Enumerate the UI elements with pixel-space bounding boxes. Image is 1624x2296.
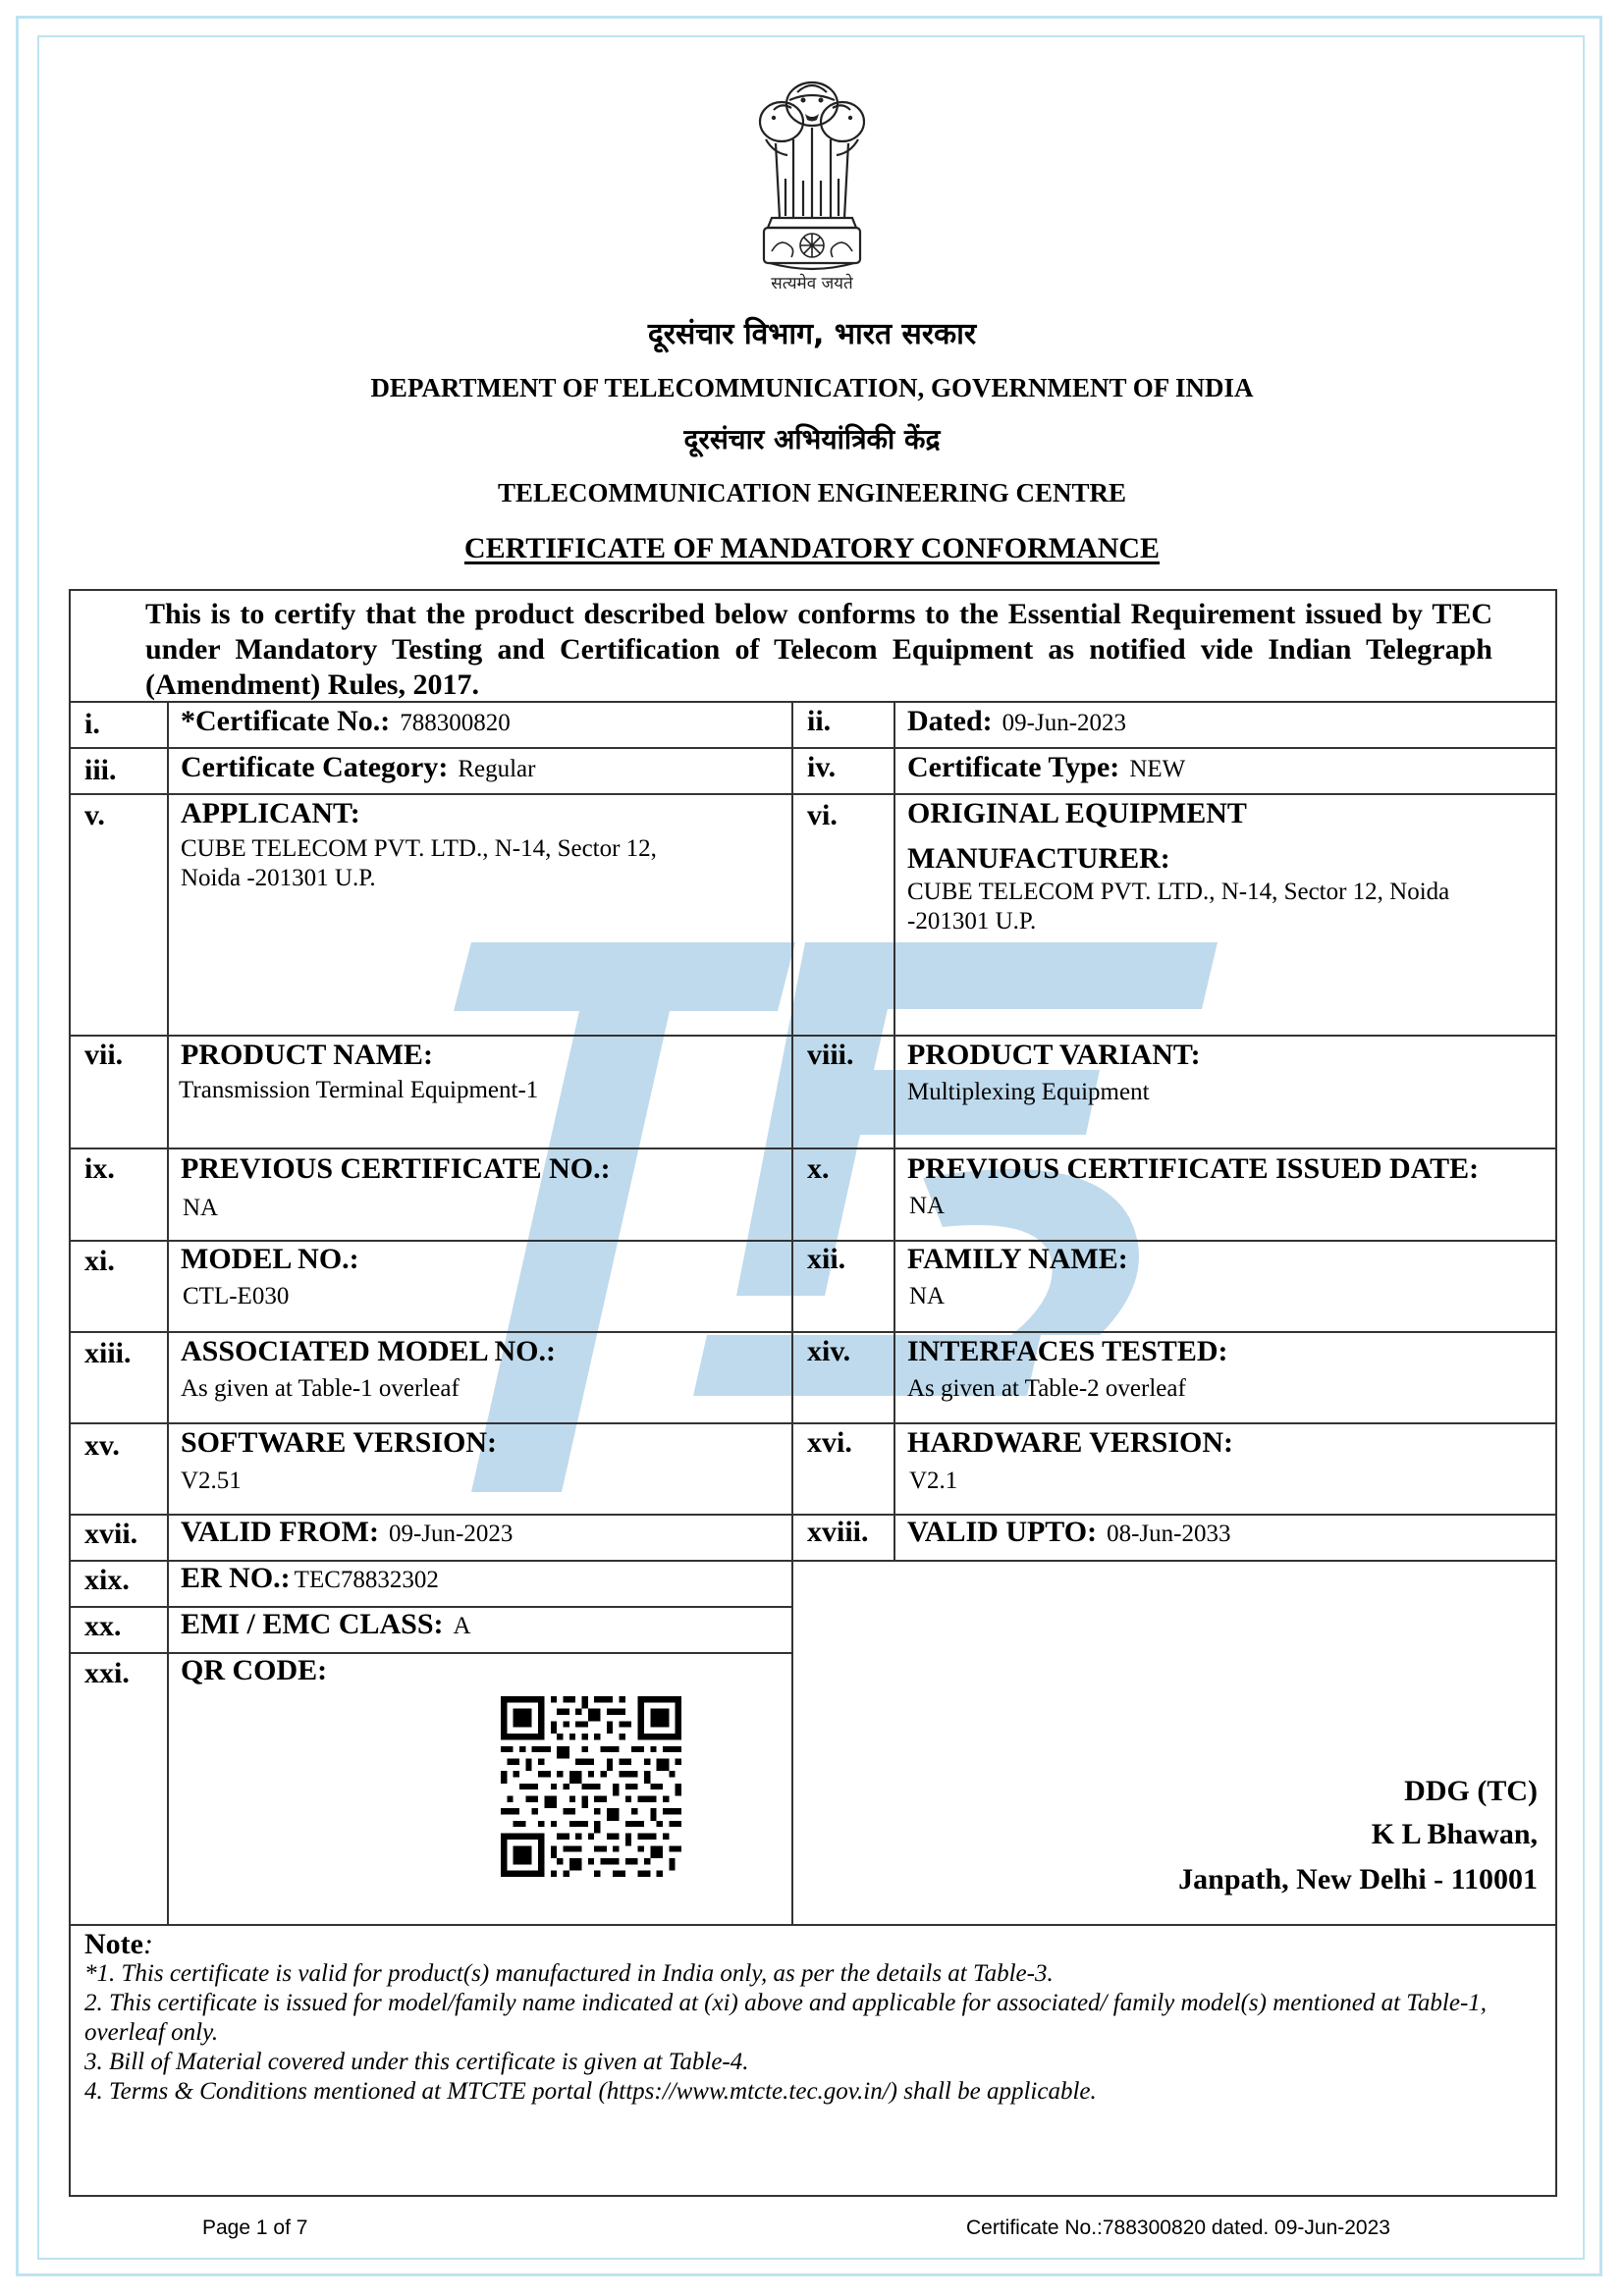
certification-statement: This is to certify that the product described below conforms to the Essential Requirement issued by TEC under Mandatory Testing and Certification of Telecom Equipment as notified vide Indian Telegraph (Amendment) Rules, 2017. (145, 598, 1492, 701)
applicant-address-line2: Noida -201301 U.P. (181, 865, 376, 891)
field-number-xix: xix. (84, 1564, 130, 1596)
certificate-number-value: 788300820 (400, 710, 511, 736)
emi-emc-class-field (181, 1608, 471, 1641)
associated-model-value: As given at Table-1 overleaf (181, 1375, 460, 1402)
qr-code-label: QR CODE: (181, 1654, 328, 1686)
field-number-xiii: xiii. (84, 1337, 132, 1369)
family-name-label: FAMILY NAME: (907, 1243, 1128, 1275)
model-no-label: MODEL NO.: (181, 1243, 359, 1275)
certificate-number-label: *Certificate No.: (181, 705, 391, 737)
er-no-field (181, 1562, 439, 1595)
product-variant-value: Multiplexing Equipment (907, 1079, 1150, 1105)
field-number-ii: ii. (807, 705, 832, 737)
certificate-title: CERTIFICATE OF MANDATORY CONFORMANCE (463, 532, 1161, 564)
field-number-xiv: xiv. (807, 1335, 851, 1367)
valid-upto-label: VALID UPTO: (907, 1516, 1098, 1548)
emblem-motto: सत्यमेव जयते (771, 274, 853, 294)
page-number: Page 1 of 7 (202, 2216, 308, 2239)
family-name-value: NA (909, 1283, 946, 1309)
field-number-xviii: xviii. (807, 1516, 869, 1548)
associated-model-label: ASSOCIATED MODEL NO.: (181, 1335, 557, 1367)
field-number-xvi: xvi. (807, 1426, 852, 1459)
field-number-xi: xi. (84, 1245, 115, 1277)
field-number-iv: iv. (807, 751, 837, 783)
certificate-type-value: NEW (1129, 756, 1186, 782)
certificate-type-label: Certificate Type: (907, 751, 1120, 783)
certificate-number-field (181, 705, 511, 738)
certificate-table (69, 589, 1557, 2197)
emi-emc-class-value: A (453, 1613, 471, 1639)
field-number-ix: ix. (84, 1152, 115, 1185)
oem-address-line1: CUBE TELECOM PVT. LTD., N-14, Sector 12, Noida (907, 879, 1450, 905)
national-emblem-icon (746, 71, 878, 296)
certificate-category-value: Regular (458, 756, 536, 782)
field-number-i: i. (84, 708, 100, 740)
field-number-iii: iii. (84, 754, 117, 786)
oem-label-line1: ORIGINAL EQUIPMENT (907, 797, 1247, 829)
applicant-address-line1: CUBE TELECOM PVT. LTD., N-14, Sector 12, (181, 835, 657, 862)
valid-from-label: VALID FROM: (181, 1516, 379, 1548)
valid-upto-value: 08-Jun-2033 (1107, 1521, 1231, 1547)
valid-from-field (181, 1516, 513, 1549)
product-variant-label: PRODUCT VARIANT: (907, 1039, 1201, 1071)
oem-label-line2: MANUFACTURER: (907, 842, 1170, 875)
field-number-x: x. (807, 1152, 830, 1185)
notes-title: Note: (84, 1928, 153, 1960)
er-no-label: ER NO.: (181, 1562, 291, 1594)
valid-upto-field (907, 1516, 1231, 1549)
centre-heading: TELECOMMUNICATION ENGINEERING CENTRE (497, 478, 1127, 507)
signatory-address: Janpath, New Delhi - 110001 (1178, 1863, 1538, 1896)
signatory-designation: DDG (TC) (1404, 1775, 1538, 1807)
applicant-label: APPLICANT: (181, 797, 360, 829)
interfaces-tested-label: INTERFACES TESTED: (907, 1335, 1228, 1367)
er-no-value: TEC78832302 (294, 1567, 439, 1593)
field-number-xii: xii. (807, 1243, 846, 1275)
hardware-version-value: V2.1 (909, 1468, 958, 1494)
field-number-vi: vi. (807, 799, 838, 831)
interfaces-tested-value: As given at Table-2 overleaf (907, 1375, 1186, 1402)
field-number-vii: vii. (84, 1039, 124, 1071)
field-number-viii: viii. (807, 1039, 854, 1071)
previous-certificate-date-value: NA (909, 1193, 946, 1219)
software-version-label: SOFTWARE VERSION: (181, 1426, 498, 1459)
field-number-xvii: xvii. (84, 1518, 138, 1550)
emi-emc-class-label: EMI / EMC CLASS: (181, 1608, 444, 1640)
department-heading: DEPARTMENT OF TELECOMMUNICATION, GOVERNMENT OF INDIA (370, 373, 1254, 402)
certificate-category-field (181, 751, 535, 784)
note-item-1: *1. This certificate is valid for product(s) manufactured in India only, as per the details at Table-3. (84, 1960, 1054, 1987)
previous-certificate-date-label: PREVIOUS CERTIFICATE ISSUED DATE: (907, 1152, 1480, 1185)
signatory-building: K L Bhawan, (1371, 1818, 1538, 1850)
hardware-version-label: HARDWARE VERSION: (907, 1426, 1233, 1459)
dated-label: Dated: (907, 705, 993, 737)
software-version-value: V2.51 (181, 1468, 242, 1494)
valid-from-value: 09-Jun-2023 (388, 1521, 514, 1547)
footer-certificate-reference: Certificate No.:788300820 dated. 09-Jun-2023 (966, 2216, 1390, 2239)
previous-certificate-no-value: NA (183, 1195, 219, 1221)
model-no-value: CTL-E030 (183, 1283, 290, 1309)
oem-address-line2: -201301 U.P. (907, 908, 1037, 934)
product-name-value: Transmission Terminal Equipment-1 (179, 1077, 539, 1103)
hindi-department-heading: दूरसंचार विभाग, भारत सरकार (647, 317, 977, 351)
notes-section (84, 1930, 1543, 2107)
field-number-xx: xx. (84, 1610, 122, 1642)
product-name-label: PRODUCT NAME: (181, 1039, 433, 1071)
field-number-xxi: xxi. (84, 1657, 130, 1689)
qr-code-icon (501, 1696, 681, 1877)
certificate-type-field (907, 751, 1185, 784)
field-number-v: v. (84, 799, 105, 831)
note-item-2: 2. This certificate is issued for model/family name indicated at (xi) above and applicable for associated/ family model(s) mentioned at Table-1, overleaf only. (84, 1990, 1488, 2046)
dated-field (907, 705, 1126, 738)
dated-value: 09-Jun-2023 (1001, 710, 1127, 736)
previous-certificate-no-label: PREVIOUS CERTIFICATE NO.: (181, 1152, 611, 1185)
note-item-4: 4. Terms & Conditions mentioned at MTCTE portal (https://www.mtcte.tec.gov.in/) shall be applicable. (84, 2078, 1097, 2105)
hindi-centre-heading: दूरसंचार अभियांत्रिकी केंद्र (683, 423, 941, 455)
field-number-xv: xv. (84, 1429, 120, 1462)
certificate-category-label: Certificate Category: (181, 751, 449, 783)
note-item-3: 3. Bill of Material covered under this certificate is given at Table-4. (84, 2049, 749, 2075)
